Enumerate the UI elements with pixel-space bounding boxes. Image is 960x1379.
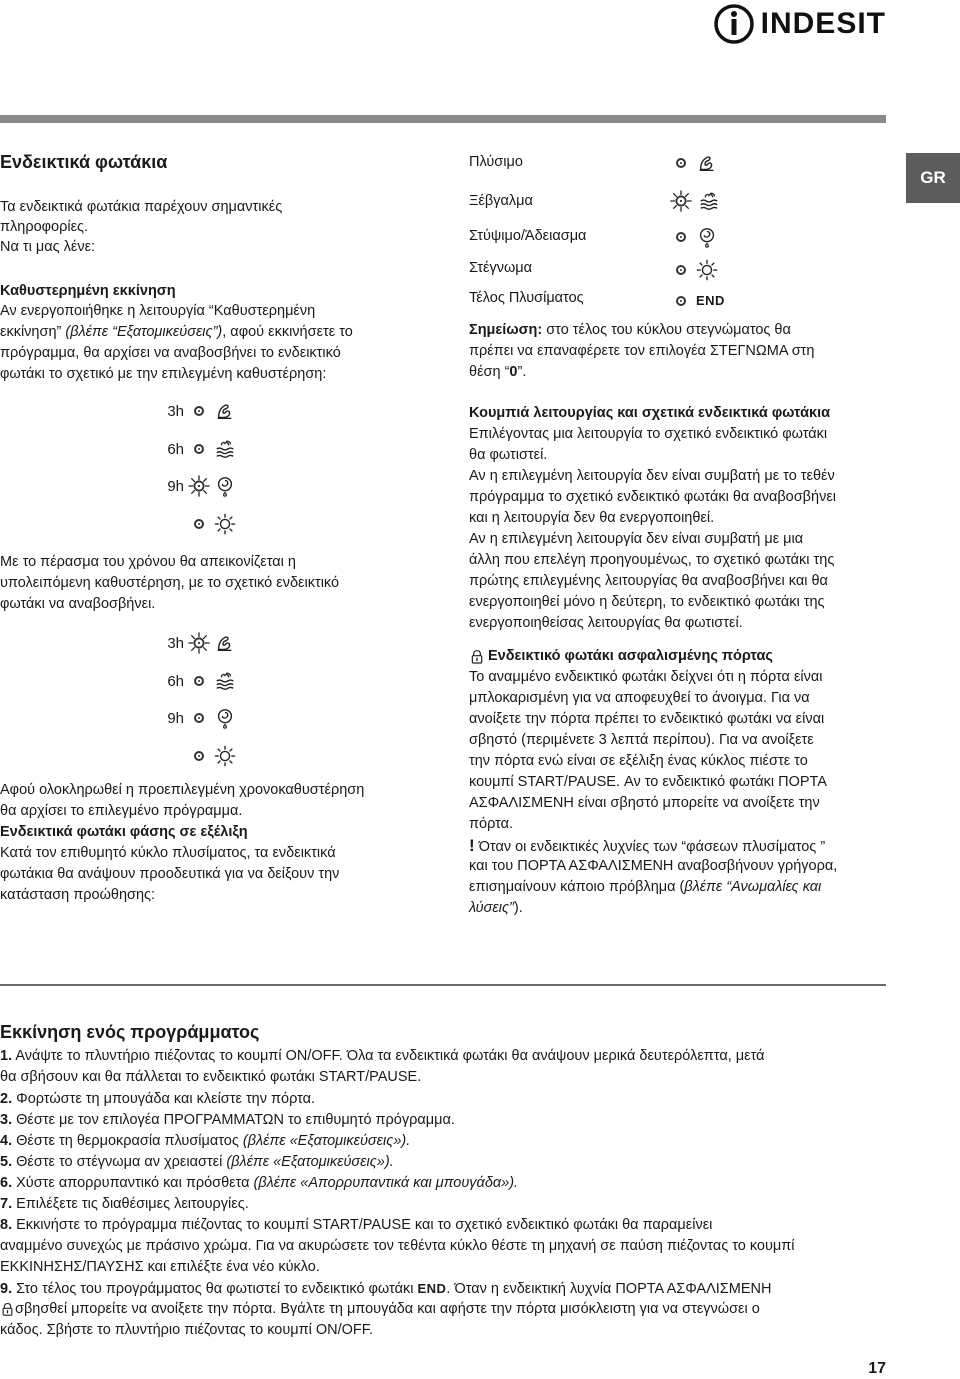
paragraph-line: φωτάκια θα ανάψουν προοδευτικά για να δείξουν την	[0, 866, 340, 882]
start-program-title: Εκκίνηση ενός προγράμματος	[0, 1022, 260, 1042]
paragraph-line: ενεργοποιηθεί μόνο η δεύτερη, το ενδεικτικό φωτάκι της	[469, 594, 825, 610]
intro-line: Τα ενδεικτικά φωτάκια παρέχουν σημαντικές	[0, 199, 283, 215]
note-line	[469, 362, 526, 383]
phase-indicator-rinse	[670, 190, 720, 212]
phase-label-end: Τέλος Πλυσίματος	[469, 290, 584, 306]
paragraph-line: φωτάκι το σχετικό με την επιλεγμένη καθυστέρηση:	[0, 366, 327, 382]
step-text: σβησθεί μπορείτε να ανοίξετε την πόρτα. Βγάλτε τη μπουγάδα και αφήστε την πόρτα μισόκλειστη για να στεγνώσει ο	[15, 1301, 760, 1317]
warning-line	[469, 835, 825, 858]
reference-span: (βλέπε «Εξατομικεύσεις»).	[242, 1133, 411, 1149]
step-line	[0, 1152, 394, 1173]
language-tab: GR	[906, 153, 960, 203]
indicator-light	[194, 713, 204, 723]
wash-icon	[214, 400, 236, 422]
step-line	[0, 1299, 760, 1320]
section-title: Ενδεικτικά φωτάκια	[0, 152, 168, 172]
paragraph-line: Το αναμμένο ενδεικτικό φωτάκι δείχνει ότι η πόρτα είναι	[469, 669, 823, 685]
step-line	[0, 1046, 765, 1067]
buttons-title: Κουμπιά λειτουργίας και σχετικά ενδεικτικά φωτάκια	[469, 405, 831, 421]
brand-name: INDESIT	[760, 7, 886, 40]
paragraph-line: υπολειπόμενη καθυστέρηση, με το σχετικό ενδεικτικό	[0, 575, 340, 591]
blinking-light-icon	[188, 632, 210, 654]
step-number: 1.	[0, 1048, 13, 1064]
delay-row-dry	[194, 745, 236, 767]
phase-label-rinse: Ξέβγαλμα	[469, 193, 533, 209]
delay-row-3h	[158, 632, 236, 654]
paragraph-line: Αν η επιλεγμένη λειτουργία δεν είναι συμβατή με μια	[469, 531, 804, 547]
delay-label: 6h	[167, 672, 184, 690]
brand-logo	[713, 0, 886, 48]
phase-label-spin: Στύψιμο/Άδειασμα	[469, 228, 587, 244]
step-text: Χύστε απορρυπαντικό και πρόσθετα	[12, 1175, 254, 1191]
door-lock-title: Ενδεικτικό φωτάκι ασφαλισμένης πόρτας	[488, 648, 773, 664]
paragraph-line: άλλη που επελέγη προηγουμένως, το σχετικό φωτάκι της	[469, 552, 835, 568]
indicator-light	[676, 296, 686, 306]
step-number: 4.	[0, 1133, 13, 1149]
paragraph-line: Αν ενεργοποιήθηκε η λειτουργία “Καθυστερημένη	[0, 303, 316, 319]
step-number: 3.	[0, 1112, 13, 1128]
step-text: Θέστε με τον επιλογέα ΠΡΟΓΡΑΜΜΑΤΩΝ το επιθυμητό πρόγραμμα.	[12, 1112, 455, 1128]
text-span: 0	[509, 364, 518, 380]
paragraph-line	[0, 322, 353, 343]
note-label: Σημείωση:	[469, 322, 543, 338]
step-text: Θέστε το στέγνωμα αν χρειαστεί	[12, 1154, 227, 1170]
delay-label: 3h	[167, 634, 184, 652]
paragraph-line: μπλοκαρισμένη για να αποφευχθεί το άνοιγμα. Για να	[469, 690, 810, 706]
delay-row-9h	[158, 475, 236, 497]
step-number: 8.	[0, 1217, 13, 1233]
step-line	[0, 1278, 771, 1300]
step-line: αναμμένο συνεχώς με πράσινο χρώμα. Για να ακυρώσετε τον τεθέντα κύκλο θέστε τη μηχανή σε παύση πιέζοντας το κουμπί	[0, 1238, 795, 1254]
step-text: Θέστε τη θερμοκρασία πλυσίματος	[12, 1133, 243, 1149]
phase-indicator-spin	[676, 226, 718, 248]
phase-label-wash: Πλύσιμο	[469, 154, 523, 170]
paragraph-line: πρόγραμμα το σχετικό ενδεικτικό φωτάκι θα αναβοσβήνει	[469, 489, 837, 505]
end-label: END	[696, 293, 725, 308]
indicator-light	[194, 751, 204, 761]
delay-row-9h	[158, 707, 236, 729]
rinse-icon	[214, 670, 236, 692]
phase-indicator-end	[676, 293, 725, 308]
paragraph-line: την πόρτα ενώ είναι σε εξέλιξη ένας κύκλος πιέστε το	[469, 753, 808, 769]
indicator-light	[194, 406, 204, 416]
phase-indicator-dry	[676, 259, 718, 281]
phase-indicator-wash	[676, 152, 718, 174]
wash-icon	[696, 152, 718, 174]
page-number: 17	[868, 1360, 886, 1377]
paragraph-line: Κατά τον επιθυμητό κύκλο πλυσίματος, τα ενδεικτικά	[0, 845, 336, 861]
blinking-light-icon	[670, 190, 692, 212]
step-text: Εκκινήστε το πρόγραμμα πιέζοντας το κουμπί START/PAUSE και το σχετικό ενδεικτικό φωτάκι θα παραμείνει	[12, 1217, 713, 1233]
end-label: END	[417, 1281, 447, 1296]
reference-span: (βλέπε “Εξατομικεύσεις”)	[65, 324, 223, 340]
reference-span: λύσεις”	[469, 900, 514, 916]
paragraph-line: κατάσταση προώθησης:	[0, 887, 156, 903]
blinking-light-icon	[188, 475, 210, 497]
step-text: Στο τέλος του προγράμματος θα φωτιστεί το ενδεικτικό φωτάκι	[12, 1281, 418, 1297]
lock-icon	[0, 1302, 15, 1317]
paragraph-line: Αν η επιλεγμένη λειτουργία δεν είναι συμβατή με το τεθέν	[469, 468, 835, 484]
delay-label: 6h	[167, 440, 184, 458]
step-line	[0, 1215, 712, 1236]
indicator-light	[676, 158, 686, 168]
step-number: 9.	[0, 1281, 13, 1297]
step-text: Φορτώστε τη μπουγάδα και κλείστε την πόρτα.	[12, 1091, 316, 1107]
text-span: εκκίνηση”	[0, 324, 66, 340]
paragraph-line: και η λειτουργία δεν θα ενεργοποιηθεί.	[469, 510, 715, 526]
step-number: 2.	[0, 1091, 13, 1107]
text-span: ).	[513, 900, 523, 916]
paragraph-line: φωτάκι να αναβοσβήνει.	[0, 596, 156, 612]
section-divider	[0, 984, 886, 986]
paragraph-line: θα αρχίσει το επιλεγμένο πρόγραμμα.	[0, 803, 243, 819]
dry-icon	[696, 259, 718, 281]
reference-span: (βλέπε «Εξατομικεύσεις»).	[226, 1154, 394, 1170]
door-lock-title-row	[469, 646, 773, 667]
step-text: Επιλέξετε τις διαθέσιμες λειτουργίες.	[12, 1196, 249, 1212]
paragraph-line: κουμπί START/PAUSE. Αν το ενδεικτικό φωτάκι ΠΟΡΤΑ	[469, 774, 827, 790]
warning-line	[469, 877, 821, 898]
delay-row-dry	[194, 513, 236, 535]
lock-icon	[469, 649, 485, 665]
text-span: Όταν οι ενδεικτικές λυχνίες των “φάσεων πλυσίματος ”	[474, 839, 826, 855]
delay-row-6h	[158, 670, 236, 692]
intro-line: πληροφορίες.	[0, 219, 89, 235]
warning-icon: !	[469, 836, 475, 855]
text-span: στο τέλος του κύκλου στεγνώματος θα	[542, 322, 791, 338]
step-line	[0, 1110, 455, 1131]
note-line: πρέπει να επαναφέρετε τον επιλογέα ΣΤΕΓΝΩΜΑ στη	[469, 343, 815, 359]
step-line	[0, 1173, 518, 1194]
step-line	[0, 1194, 249, 1215]
paragraph-line: ενεργοποιηθείσας λειτουργίας θα φωτιστεί.	[469, 615, 743, 631]
spin-icon	[696, 226, 718, 248]
delay-label: 3h	[167, 402, 184, 420]
indesit-i-icon	[713, 3, 755, 45]
text-span: ”.	[517, 364, 527, 380]
step-line	[0, 1131, 410, 1152]
reference-span: (βλέπε «Απορρυπαντικά και μπουγάδα»).	[253, 1175, 519, 1191]
paragraph-line: θα φωτιστεί.	[469, 447, 548, 463]
dry-icon	[214, 513, 236, 535]
phase-label-dry: Στέγνωμα	[469, 260, 533, 276]
indicator-light	[676, 265, 686, 275]
paragraph-line: Επιλέγοντας μια λειτουργία το σχετικό ενδεικτικό φωτάκι	[469, 426, 828, 442]
paragraph-line: σβηστό (περιμένετε 3 λεπτά περίπου). Για να ανοίξετε	[469, 732, 814, 748]
delay-label: 9h	[167, 477, 184, 495]
step-line	[0, 1089, 315, 1110]
step-line: κάδος. Σβήστε το πλυντήριο πιέζοντας το κουμπί ON/OFF.	[0, 1322, 374, 1338]
step-number: 6.	[0, 1175, 13, 1191]
delay-label: 9h	[167, 709, 184, 727]
step-number: 5.	[0, 1154, 13, 1170]
spin-icon	[214, 707, 236, 729]
paragraph-line: ανοίξετε την πόρτα πρέπει το ενδεικτικό φωτάκι να είναι	[469, 711, 825, 727]
warning-line	[469, 898, 523, 919]
indicator-light	[194, 444, 204, 454]
paragraph-line: πόρτα.	[469, 816, 514, 832]
paragraph-line: πρόγραμμα, θα αρχίσει να αναβοσβήνει το ενδεικτικό	[0, 345, 341, 361]
warning-line: και του ΠΟΡΤΑ ΑΣΦΑΛΙΣΜΕΝΗ αναβοσβήνουν γρήγορα,	[469, 858, 838, 874]
step-text: . Όταν η ενδεικτική λυχνία ΠΟΡΤΑ ΑΣΦΑΛΙΣΜΕΝΗ	[446, 1281, 772, 1297]
delayed-start-title: Καθυστερημένη εκκίνηση	[0, 283, 176, 299]
indicator-light	[676, 232, 686, 242]
header-rule	[0, 115, 886, 123]
spin-icon	[214, 475, 236, 497]
text-span: , αφού εκκινήσετε το	[222, 324, 353, 340]
step-number: 7.	[0, 1196, 13, 1212]
dry-icon	[214, 745, 236, 767]
paragraph-line: Αφού ολοκληρωθεί η προεπιλεγμένη χρονοκαθυστέρηση	[0, 782, 365, 798]
step-text: Ανάψτε το πλυντήριο πιέζοντας το κουμπί ON/OFF. Όλα τα ενδεικτικά φωτάκι θα ανάψουν μερικά δευτερόλεπτα, μετά	[12, 1048, 765, 1064]
step-line: θα σβήσουν και θα πάλλεται το ενδεικτικό φωτάκι START/PAUSE.	[0, 1069, 422, 1085]
text-span: θέση “	[469, 364, 510, 380]
phase-title: Ενδεικτικά φωτάκι φάσης σε εξέλιξη	[0, 824, 248, 840]
note-line	[469, 320, 791, 341]
step-line: ΕΚΚΙΝΗΣΗΣ/ΠΑΥΣΗΣ και επιλέξτε ένα νέο κύκλο.	[0, 1259, 320, 1275]
paragraph-line: Με το πέρασμα του χρόνου θα απεικονίζεται η	[0, 554, 296, 570]
delay-row-3h	[158, 400, 236, 422]
text-span: επισημαίνουν κάποιο πρόβλημα (	[469, 879, 685, 895]
paragraph-line: ΑΣΦΑΛΙΣΜΕΝΗ είναι σβηστό μπορείτε να ανοίξετε την	[469, 795, 820, 811]
paragraph-line: πρώτης επιλεγμένης λειτουργίας θα αναβοσβήνει και θα	[469, 573, 828, 589]
indicator-light	[194, 519, 204, 529]
rinse-icon	[698, 190, 720, 212]
intro-line: Να τι μας λένε:	[0, 239, 96, 255]
reference-span: βλέπε “Ανωμαλίες και	[684, 879, 822, 895]
indicator-light	[194, 676, 204, 686]
rinse-icon	[214, 438, 236, 460]
wash-icon	[214, 632, 236, 654]
delay-row-6h	[158, 438, 236, 460]
